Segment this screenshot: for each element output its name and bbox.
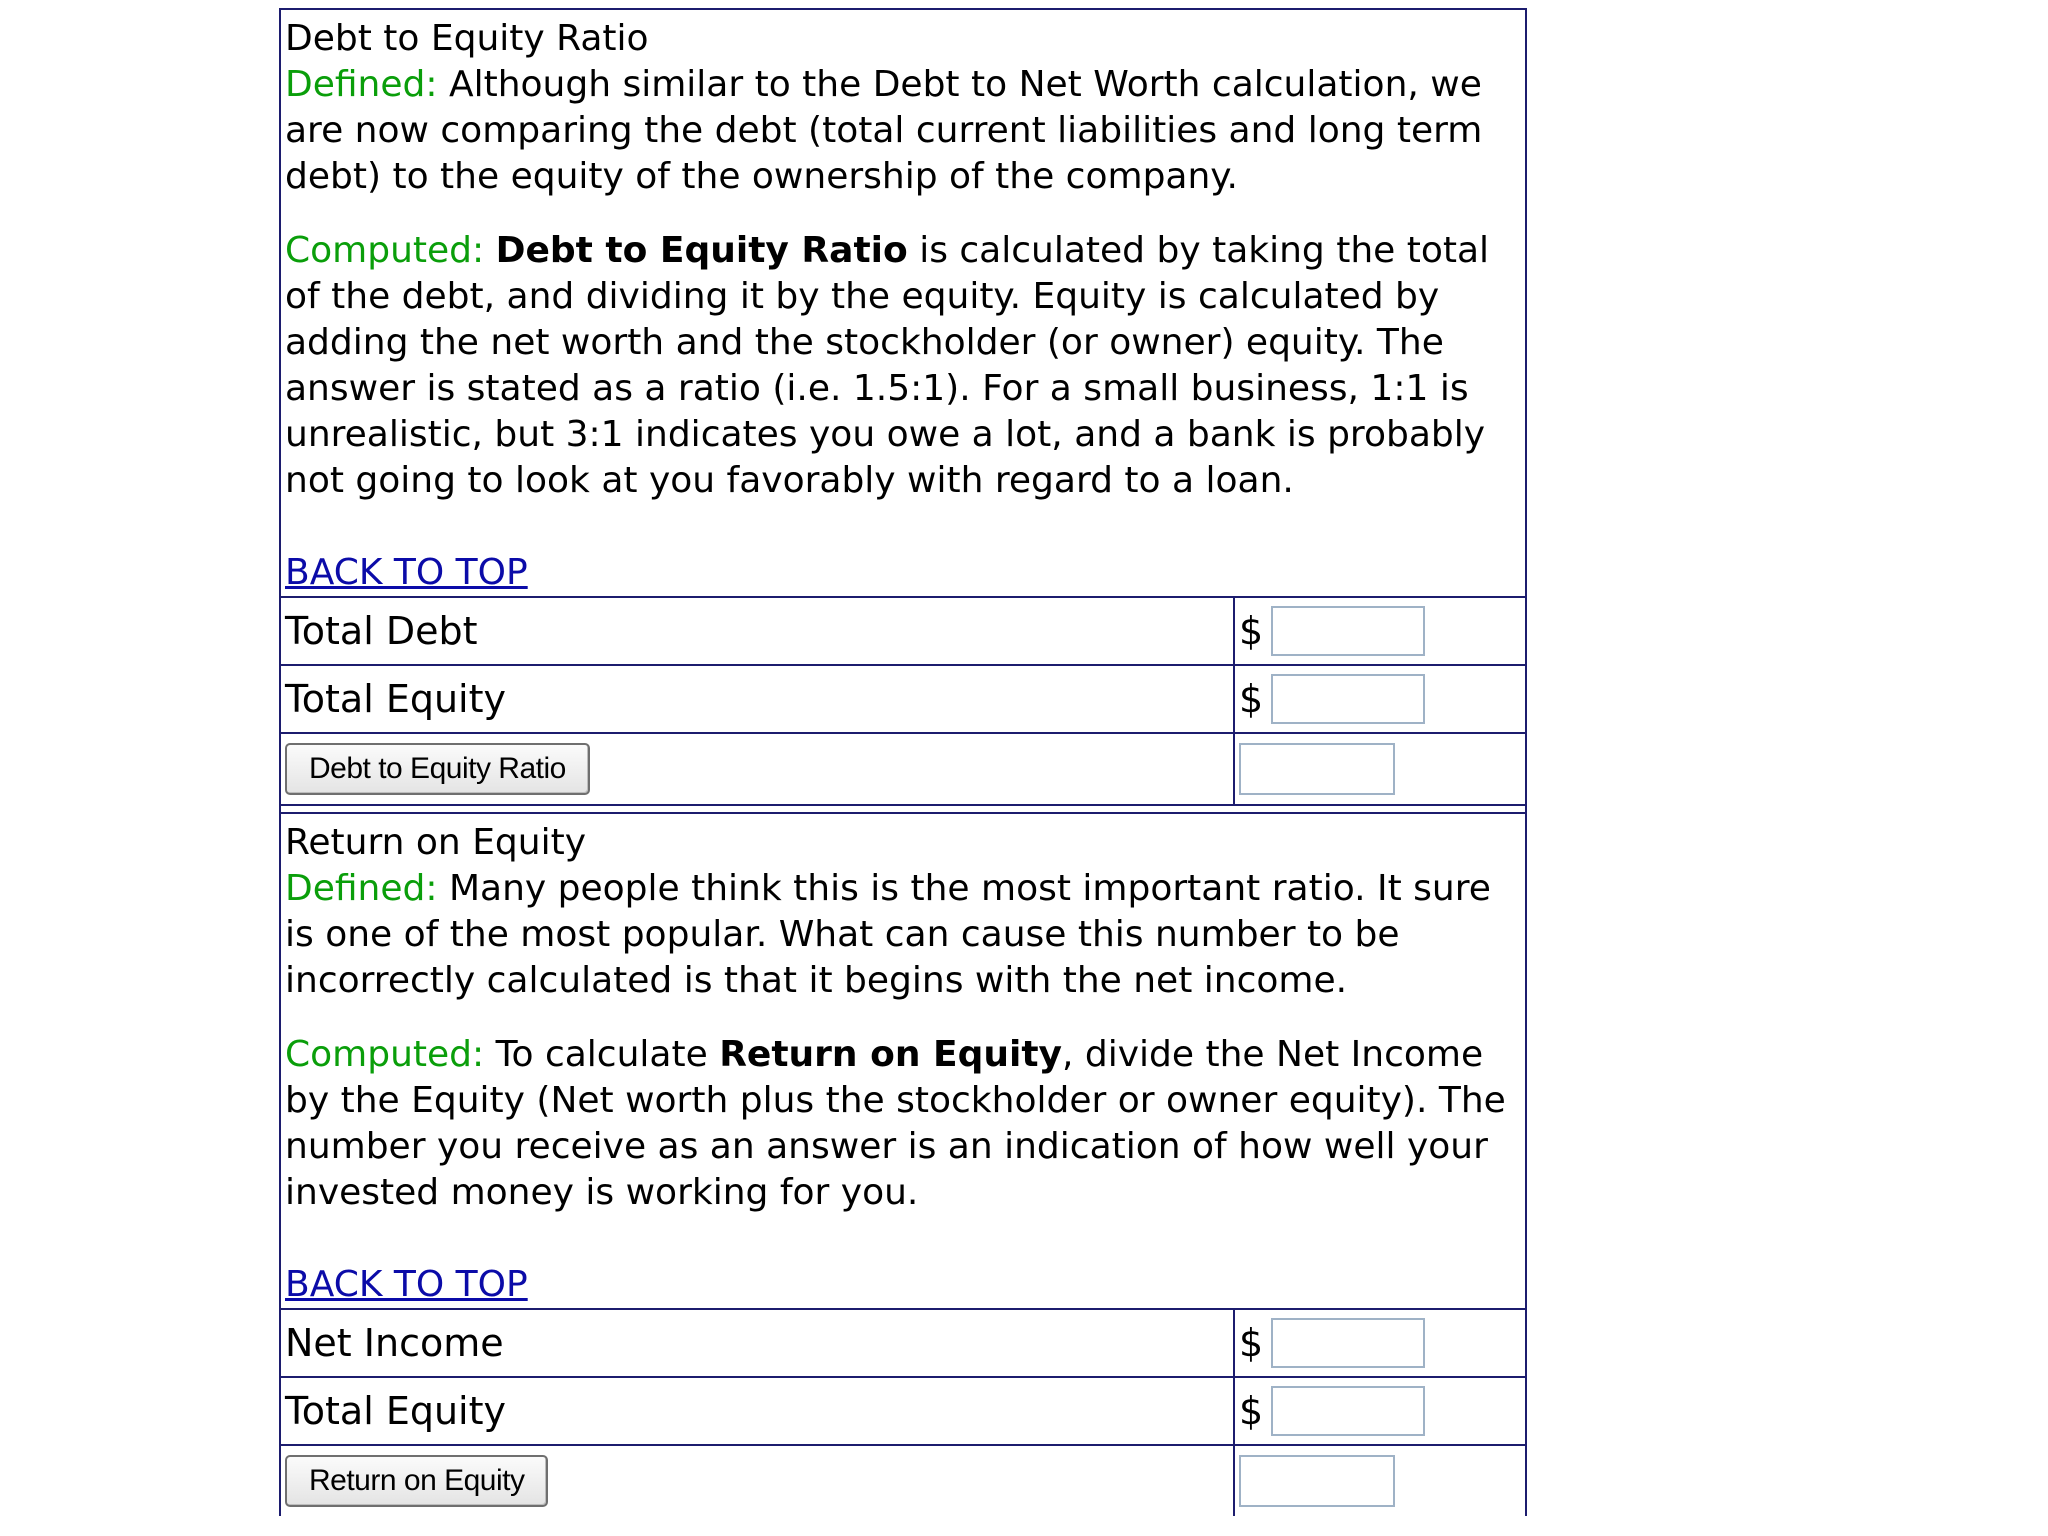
computed-term: Debt to Equity Ratio <box>495 230 908 271</box>
calculator-table <box>279 8 1527 1516</box>
defined-text: Although similar to the Debt to Net Worth calculation, we are now comparing the debt (total current liabilities and long term debt) to the equity of the ownership of the company. <box>285 64 1483 197</box>
row-label: Total Debt <box>281 598 1235 664</box>
computed-paragraph <box>285 228 1525 504</box>
total-debt-row <box>281 596 1525 664</box>
computed-prefix: To calculate <box>495 1034 708 1075</box>
computed-label: Computed: <box>285 230 485 271</box>
back-to-top-link[interactable]: BACK TO TOP <box>285 1264 528 1305</box>
row-label: Total Equity <box>281 666 1235 732</box>
currency-symbol: $ <box>1239 677 1264 721</box>
return-on-equity-result-field[interactable] <box>1239 1455 1395 1507</box>
computed-text: , divide the Net Income by the Equity (Net worth plus the stockholder or owner equity). The number you receive as an answer is an indication of how well your invested money is working for you. <box>285 1034 1506 1213</box>
row-label: Net Income <box>281 1310 1235 1376</box>
computed-paragraph <box>285 1032 1525 1216</box>
computed-label: Computed: <box>285 1034 485 1075</box>
total-equity-row <box>281 1376 1525 1444</box>
computed-term: Return on Equity <box>719 1034 1062 1075</box>
defined-paragraph <box>285 62 1525 200</box>
defined-label: Defined: <box>285 64 438 105</box>
return-on-equity-button[interactable]: Return on Equity <box>285 1455 548 1507</box>
debt-to-equity-section <box>281 8 1525 596</box>
section-divider <box>281 804 1525 812</box>
currency-symbol: $ <box>1239 1321 1264 1365</box>
net-income-row <box>281 1308 1525 1376</box>
return-on-equity-calc-row <box>281 1444 1525 1516</box>
defined-label: Defined: <box>285 868 438 909</box>
section-title: Return on Equity <box>285 822 587 863</box>
debt-to-equity-calc-row <box>281 732 1525 804</box>
defined-paragraph <box>285 866 1525 1004</box>
debt-to-equity-result-field[interactable] <box>1239 743 1395 795</box>
section-title: Debt to Equity Ratio <box>285 18 649 59</box>
currency-symbol: $ <box>1239 609 1264 653</box>
total-equity-row <box>281 664 1525 732</box>
back-to-top-link[interactable]: BACK TO TOP <box>285 552 528 593</box>
return-on-equity-section <box>281 812 1525 1308</box>
defined-text: Many people think this is the most important ratio. It sure is one of the most popular. What can cause this number to be incorrectly calculated is that it begins with the net income. <box>285 868 1491 1001</box>
total-debt-input[interactable] <box>1271 606 1425 656</box>
net-income-input[interactable] <box>1271 1318 1425 1368</box>
computed-text: is calculated by taking the total of the debt, and dividing it by the equity. Equity is calculated by adding the net worth and the stockholder (or owner) equity. The answer is stated as a ratio (i.e. 1.5:1). For a small business, 1:1 is unrealistic, but 3:1 indicates you owe a lot, and a bank is probably not going to look at you favorably with regard to a loan. <box>285 230 1490 501</box>
roe-total-equity-input[interactable] <box>1271 1386 1425 1436</box>
total-equity-input[interactable] <box>1271 674 1425 724</box>
currency-symbol: $ <box>1239 1389 1264 1433</box>
row-label: Total Equity <box>281 1378 1235 1444</box>
debt-to-equity-ratio-button[interactable]: Debt to Equity Ratio <box>285 743 590 795</box>
